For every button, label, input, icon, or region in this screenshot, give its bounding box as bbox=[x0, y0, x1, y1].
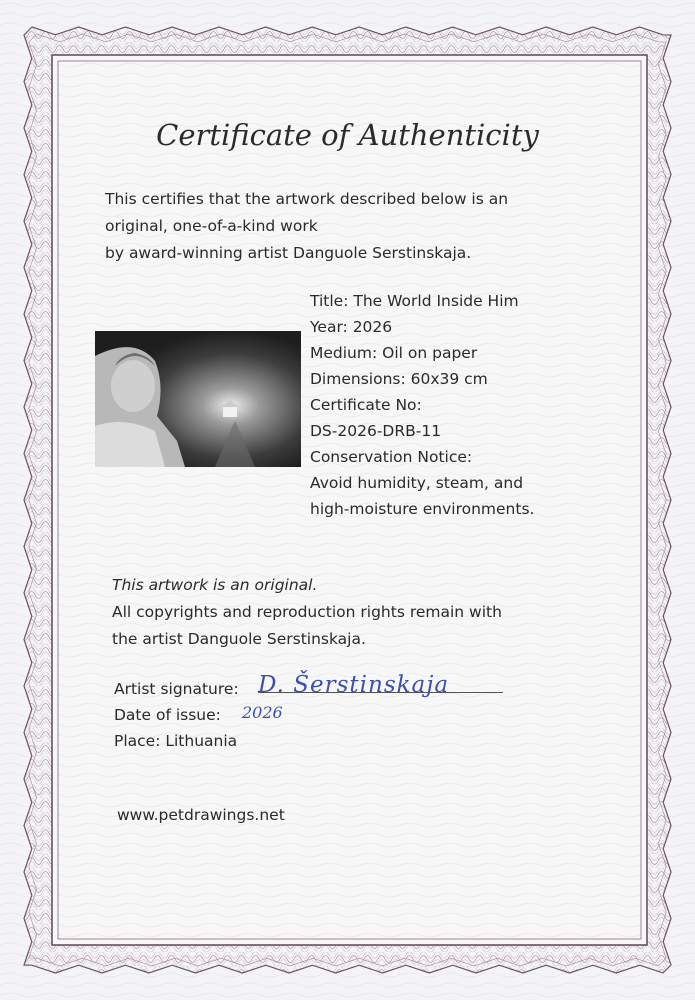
rights-notice bbox=[112, 572, 502, 653]
handwritten-signature: D. Šerstinskaja bbox=[258, 672, 450, 698]
detail-line: Conservation Notice: bbox=[310, 448, 473, 466]
detail-line: high-moisture environments. bbox=[310, 500, 535, 518]
place-text: Place: Lithuania bbox=[114, 732, 238, 750]
intro-line: original, one-of-a-kind work bbox=[105, 217, 318, 235]
intro-line: by award-winning artist Danguole Serstinskaja. bbox=[105, 244, 472, 262]
detail-line: Year: 2026 bbox=[310, 318, 393, 336]
artwork-details bbox=[310, 288, 534, 522]
intro-line: This certifies that the artwork described below is an bbox=[105, 190, 509, 208]
signature-label: Artist signature: bbox=[114, 680, 239, 698]
detail-line: Medium: Oil on paper bbox=[310, 344, 478, 362]
detail-line: Certificate No: bbox=[310, 396, 422, 414]
intro-text bbox=[105, 186, 575, 267]
detail-line: Title: The World Inside Him bbox=[310, 292, 519, 310]
website-text: www.petdrawings.net bbox=[117, 806, 285, 824]
certificate-title: Certificate of Authenticity bbox=[156, 118, 539, 152]
artwork-image bbox=[95, 331, 301, 467]
notice-line: All copyrights and reproduction rights remain with bbox=[112, 603, 502, 621]
notice-line: the artist Danguole Serstinskaja. bbox=[112, 630, 366, 648]
signature-block bbox=[114, 676, 239, 754]
original-statement: This artwork is an original. bbox=[112, 576, 318, 594]
detail-line: Avoid humidity, steam, and bbox=[310, 474, 524, 492]
detail-line: Dimensions: 60x39 cm bbox=[310, 370, 488, 388]
detail-line: DS-2026-DRB-11 bbox=[310, 422, 442, 440]
handwritten-date: 2026 bbox=[242, 703, 283, 722]
date-label: Date of issue: bbox=[114, 706, 221, 724]
